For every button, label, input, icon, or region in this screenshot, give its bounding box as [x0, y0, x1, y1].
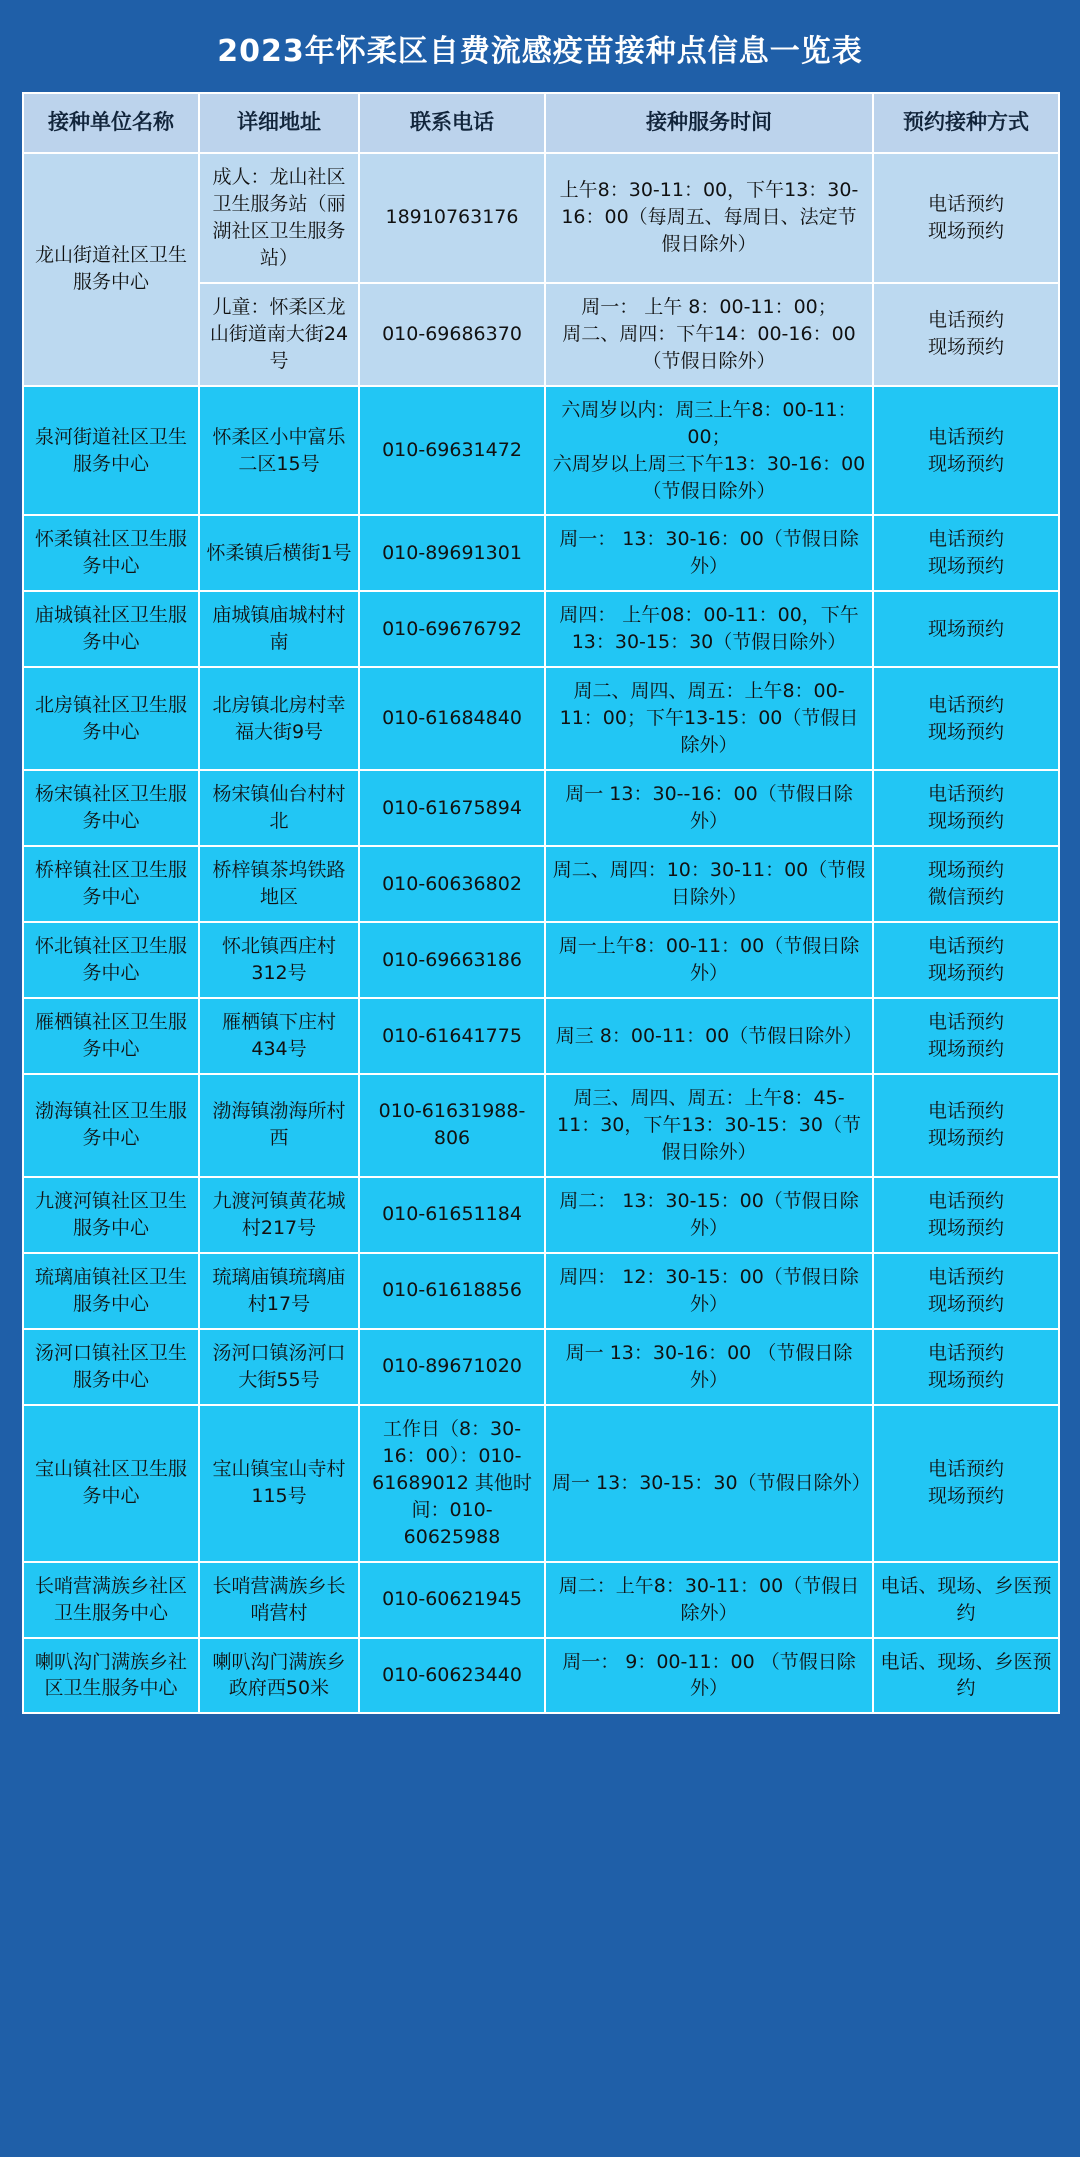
table-row: [23, 591, 1059, 667]
column-header-time: 接种服务时间: [545, 93, 873, 153]
cell-service-time: 周一 13：30-16：00 （节假日除外）: [545, 1329, 873, 1405]
cell-service-time: 上午8：30-11：00，下午13：30-16：00（每周五、每周日、法定节假日除外）: [545, 153, 873, 283]
cell-address: 雁栖镇下庄村434号: [199, 998, 359, 1074]
cell-address: 长哨营满族乡长哨营村: [199, 1562, 359, 1638]
cell-unit-name: 宝山镇社区卫生服务中心: [23, 1405, 199, 1562]
table-row: [23, 846, 1059, 922]
table-row: [23, 1329, 1059, 1405]
cell-appointment-method: 电话预约 现场预约: [873, 1329, 1059, 1405]
cell-address: 杨宋镇仙台村村北: [199, 770, 359, 846]
cell-unit-name: 杨宋镇社区卫生服务中心: [23, 770, 199, 846]
cell-phone: 010-69663186: [359, 922, 545, 998]
cell-appointment-method: 电话预约 现场预约: [873, 515, 1059, 591]
cell-appointment-method: 电话预约 现场预约: [873, 1253, 1059, 1329]
column-header-unit: 接种单位名称: [23, 93, 199, 153]
table-row: [23, 386, 1059, 516]
cell-phone: 010-61675894: [359, 770, 545, 846]
cell-address: 汤河口镇汤河口大街55号: [199, 1329, 359, 1405]
cell-address: 九渡河镇黄花城村217号: [199, 1177, 359, 1253]
cell-appointment-method: 电话预约 现场预约: [873, 922, 1059, 998]
column-header-method: 预约接种方式: [873, 93, 1059, 153]
page-title: 2023年怀柔区自费流感疫苗接种点信息一览表: [22, 0, 1058, 92]
table-row: [23, 998, 1059, 1074]
cell-service-time: 周三、周四、周五：上午8：45-11：30，下午13：30-15：30（节假日除外）: [545, 1074, 873, 1177]
cell-service-time: 周三 8：00-11：00（节假日除外）: [545, 998, 873, 1074]
cell-service-time: 周一： 9：00-11：00 （节假日除外）: [545, 1638, 873, 1714]
cell-unit-name: 雁栖镇社区卫生服务中心: [23, 998, 199, 1074]
column-header-phone: 联系电话: [359, 93, 545, 153]
cell-phone: 010-61684840: [359, 667, 545, 770]
cell-phone: 工作日（8：30-16：00）：010-61689012 其他时间：010-60625988: [359, 1405, 545, 1562]
cell-service-time: 周一上午8：00-11：00（节假日除外）: [545, 922, 873, 998]
cell-address: 北房镇北房村幸福大街9号: [199, 667, 359, 770]
cell-appointment-method: 现场预约 微信预约: [873, 846, 1059, 922]
cell-unit-name: 渤海镇社区卫生服务中心: [23, 1074, 199, 1177]
cell-address: 儿童：怀柔区龙山街道南大街24号: [199, 283, 359, 386]
cell-address: 喇叭沟门满族乡政府西50米: [199, 1638, 359, 1714]
vaccination-sites-table: [22, 92, 1060, 1714]
cell-service-time: 周二、周四：10：30-11：00（节假日除外）: [545, 846, 873, 922]
cell-service-time: 周四： 上午08：00-11：00，下午13：30-15：30（节假日除外）: [545, 591, 873, 667]
cell-service-time: 周二、周四、周五：上午8：00-11：00；下午13-15：00（节假日除外）: [545, 667, 873, 770]
cell-address: 庙城镇庙城村村南: [199, 591, 359, 667]
cell-address: 怀北镇西庄村312号: [199, 922, 359, 998]
cell-phone: 010-61641775: [359, 998, 545, 1074]
table-row: [23, 1638, 1059, 1714]
cell-service-time: 周一 13：30-15：30（节假日除外）: [545, 1405, 873, 1562]
cell-appointment-method: 现场预约: [873, 591, 1059, 667]
cell-address: 渤海镇渤海所村西: [199, 1074, 359, 1177]
table-row: [23, 770, 1059, 846]
table-row: [23, 1074, 1059, 1177]
cell-phone: 010-60636802: [359, 846, 545, 922]
cell-service-time: 六周岁以内：周三上午8：00-11：00； 六周岁以上周三下午13：30-16：00 （节假日除外）: [545, 386, 873, 516]
cell-phone: 010-89671020: [359, 1329, 545, 1405]
cell-address: 桥梓镇茶坞铁路地区: [199, 846, 359, 922]
cell-phone: 010-60621945: [359, 1562, 545, 1638]
cell-appointment-method: 电话预约 现场预约: [873, 667, 1059, 770]
cell-service-time: 周二：上午8：30-11：00（节假日除外）: [545, 1562, 873, 1638]
table-row: [23, 1562, 1059, 1638]
cell-phone: 010-61631988-806: [359, 1074, 545, 1177]
cell-unit-name: 庙城镇社区卫生服务中心: [23, 591, 199, 667]
cell-unit-name: 汤河口镇社区卫生服务中心: [23, 1329, 199, 1405]
table-row: [23, 515, 1059, 591]
table-row: [23, 667, 1059, 770]
cell-unit-name: 怀北镇社区卫生服务中心: [23, 922, 199, 998]
table-row: [23, 1177, 1059, 1253]
cell-unit-name: 龙山街道社区卫生服务中心: [23, 153, 199, 386]
cell-service-time: 周一： 13：30-16：00（节假日除外）: [545, 515, 873, 591]
table-row: [23, 153, 1059, 283]
cell-phone: 010-89691301: [359, 515, 545, 591]
cell-address: 怀柔镇后横街1号: [199, 515, 359, 591]
cell-unit-name: 喇叭沟门满族乡社区卫生服务中心: [23, 1638, 199, 1714]
cell-appointment-method: 电话预约 现场预约: [873, 386, 1059, 516]
cell-unit-name: 泉河街道社区卫生服务中心: [23, 386, 199, 516]
cell-appointment-method: 电话预约 现场预约: [873, 283, 1059, 386]
cell-service-time: 周四： 12：30-15：00（节假日除外）: [545, 1253, 873, 1329]
cell-address: 琉璃庙镇琉璃庙村17号: [199, 1253, 359, 1329]
cell-phone: 010-69631472: [359, 386, 545, 516]
cell-unit-name: 怀柔镇社区卫生服务中心: [23, 515, 199, 591]
cell-appointment-method: 电话预约 现场预约: [873, 1074, 1059, 1177]
cell-service-time: 周一： 上午 8：00-11：00； 周二、周四：下午14：00-16：00（节假日除外）: [545, 283, 873, 386]
cell-phone: 010-61651184: [359, 1177, 545, 1253]
cell-appointment-method: 电话预约 现场预约: [873, 998, 1059, 1074]
cell-unit-name: 长哨营满族乡社区卫生服务中心: [23, 1562, 199, 1638]
cell-appointment-method: 电话预约 现场预约: [873, 1177, 1059, 1253]
table-header: [23, 93, 1059, 153]
cell-service-time: 周一 13：30--16：00（节假日除外）: [545, 770, 873, 846]
cell-unit-name: 北房镇社区卫生服务中心: [23, 667, 199, 770]
cell-appointment-method: 电话预约 现场预约: [873, 770, 1059, 846]
cell-appointment-method: 电话预约 现场预约: [873, 1405, 1059, 1562]
table-row: [23, 1405, 1059, 1562]
cell-phone: 010-61618856: [359, 1253, 545, 1329]
cell-phone: 18910763176: [359, 153, 545, 283]
cell-address: 怀柔区小中富乐二区15号: [199, 386, 359, 516]
cell-unit-name: 桥梓镇社区卫生服务中心: [23, 846, 199, 922]
cell-phone: 010-60623440: [359, 1638, 545, 1714]
table-row: [23, 1253, 1059, 1329]
table-row: [23, 922, 1059, 998]
cell-address: 宝山镇宝山寺村115号: [199, 1405, 359, 1562]
cell-service-time: 周二： 13：30-15：00（节假日除外）: [545, 1177, 873, 1253]
cell-phone: 010-69686370: [359, 283, 545, 386]
cell-appointment-method: 电话、现场、乡医预约: [873, 1562, 1059, 1638]
column-header-address: 详细地址: [199, 93, 359, 153]
cell-unit-name: 九渡河镇社区卫生服务中心: [23, 1177, 199, 1253]
table-header-row: [23, 93, 1059, 153]
table-body: [23, 153, 1059, 1714]
cell-unit-name: 琉璃庙镇社区卫生服务中心: [23, 1253, 199, 1329]
cell-phone: 010-69676792: [359, 591, 545, 667]
cell-appointment-method: 电话预约 现场预约: [873, 153, 1059, 283]
cell-address: 成人：龙山社区卫生服务站（丽湖社区卫生服务站）: [199, 153, 359, 283]
cell-appointment-method: 电话、现场、乡医预约: [873, 1638, 1059, 1714]
